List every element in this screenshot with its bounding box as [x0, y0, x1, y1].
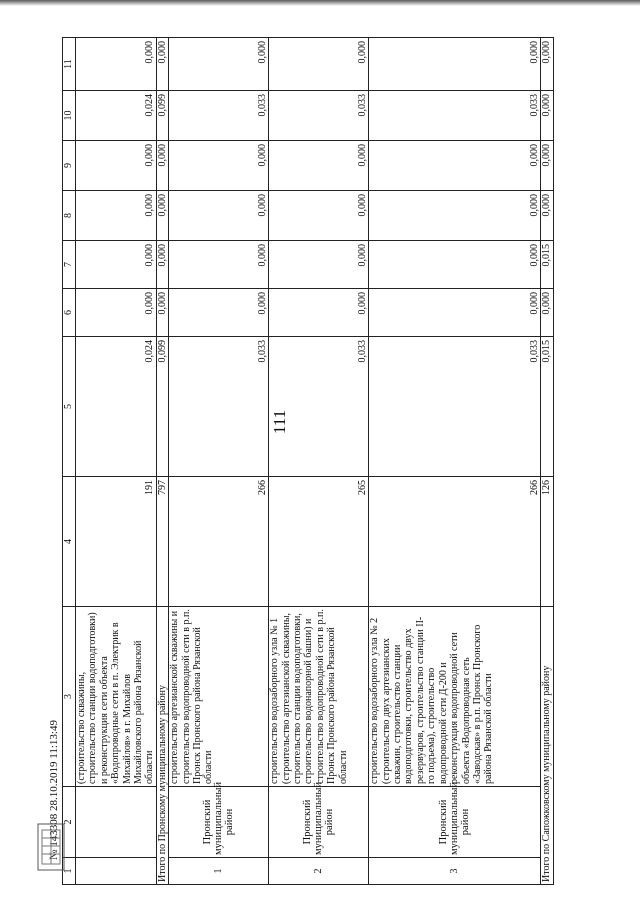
total-label: Итого по Пронскому муниципальному району	[156, 607, 168, 885]
value-cell: 0,000	[169, 141, 269, 191]
value-cell: 0,015	[541, 337, 553, 477]
continuation-row	[76, 38, 157, 885]
table-row	[269, 38, 369, 885]
value-cell: 0,033	[369, 337, 541, 477]
value-cell: 0,000	[156, 241, 168, 289]
value-cell: 0,000	[541, 91, 553, 141]
municipality: Пронский муниципальный район	[369, 787, 541, 858]
value-cell: 0,000	[269, 241, 369, 289]
col-header: 1	[63, 858, 76, 885]
value-cell: 0,000	[169, 191, 269, 241]
value-cell: 0,033	[369, 91, 541, 141]
row-index: 1	[169, 858, 269, 885]
rotated-table-wrapper	[62, 38, 565, 885]
value-cell: 0,000	[369, 38, 541, 91]
col-header: 6	[63, 289, 76, 337]
value-cell: 0,000	[76, 241, 157, 289]
value-cell: 0,000	[156, 289, 168, 337]
column-number-row	[63, 38, 76, 885]
col-header: 8	[63, 191, 76, 241]
value-cell: 0,000	[369, 289, 541, 337]
value-cell: 0,000	[76, 191, 157, 241]
total-row	[156, 38, 168, 885]
value-cell: 0,033	[169, 337, 269, 477]
col-header: 4	[63, 477, 76, 607]
municipality: Пронский муниципальный район	[169, 787, 269, 858]
value-cell: 0,000	[156, 141, 168, 191]
value-cell: 0,033	[169, 91, 269, 141]
electronic-signature-icon	[36, 822, 66, 872]
scan-edge	[0, 0, 640, 6]
total-label: Итого по Сапожковскому муниципальному району	[541, 607, 553, 885]
value-cell: 0,000	[541, 141, 553, 191]
col-header: 7	[63, 241, 76, 289]
value-cell: 0,000	[369, 141, 541, 191]
value-cell: 0,000	[269, 38, 369, 91]
value-cell: 797	[156, 477, 168, 607]
value-cell: 0,015	[541, 241, 553, 289]
value-cell: 0,000	[369, 241, 541, 289]
value-cell: 0,000	[269, 141, 369, 191]
object-description: строительство артезианской скважины и строительство водопроводной сети в р.п. Пронск Пронского района Рязанской области	[169, 607, 269, 787]
value-cell: 0,000	[541, 38, 553, 91]
row-index: 2	[269, 858, 369, 885]
value-cell: 0,000	[76, 289, 157, 337]
value-cell: 0,000	[76, 38, 157, 91]
value-cell: 126	[541, 477, 553, 607]
value-cell: 0,000	[269, 191, 369, 241]
value-cell: 0,000	[169, 289, 269, 337]
value-cell: 265	[269, 477, 369, 607]
table-row	[369, 38, 541, 885]
document-stamp: № 143308 28.10.2019 11:13:49	[48, 720, 60, 860]
object-description: строительство водозаборного узла № 1 (строительство артезианской скважины, строительство станции водоподготовки, строительство водонапорной башни) и строительство водопроводной сети в р.п. Пронск Пронского района Рязанской области	[269, 607, 369, 787]
value-cell: 0,033	[269, 91, 369, 141]
col-header: 2	[63, 787, 76, 858]
col-header: 10	[63, 91, 76, 141]
value-cell: 0,033	[269, 337, 369, 477]
object-description: (строительство скважины, строительство станции водоподготовки) и реконструкция сети объекта «Водопроводные сети в п. Электрик в Михайлов» в г. Михайлов Михайловского района Рязанской области	[76, 607, 157, 787]
value-cell: 0,000	[169, 241, 269, 289]
value-cell: 0,099	[156, 337, 168, 477]
value-cell: 0,000	[541, 289, 553, 337]
col-header: 9	[63, 141, 76, 191]
value-cell: 0,000	[269, 289, 369, 337]
value-cell: 0,000	[169, 38, 269, 91]
value-cell: 0,000	[156, 38, 168, 91]
total-row	[541, 38, 553, 885]
value-cell: 0,099	[156, 91, 168, 141]
page-number: 111	[270, 409, 290, 435]
col-header: 5	[63, 337, 76, 477]
object-description: строительство водозаборного узла № 2 (строительство двух артезианских скважин, строительство станции водоподготовки, строительство двух резервуаров, строительство станции II-го подъема), строительство водопроводной сети Д-200 и реконструкция водопроводной сети объекта «Водопроводная сеть «Заводская» в р.п. Пронск Пронского района Рязанской области	[369, 607, 541, 787]
municipality: Пронский муниципальный район	[269, 787, 369, 858]
value-cell: 0,024	[76, 91, 157, 141]
value-cell: 266	[169, 477, 269, 607]
col-header: 11	[63, 38, 76, 91]
value-cell: 0,000	[541, 191, 553, 241]
table-row	[169, 38, 269, 885]
value-cell: 0,000	[76, 141, 157, 191]
value-cell: 266	[369, 477, 541, 607]
value-cell: 0,000	[369, 191, 541, 241]
value-cell: 0,000	[156, 191, 168, 241]
col-header: 3	[63, 607, 76, 787]
value-cell: 0,024	[76, 337, 157, 477]
row-index: 3	[369, 858, 541, 885]
value-cell: 191	[76, 477, 157, 607]
data-table	[62, 37, 554, 885]
